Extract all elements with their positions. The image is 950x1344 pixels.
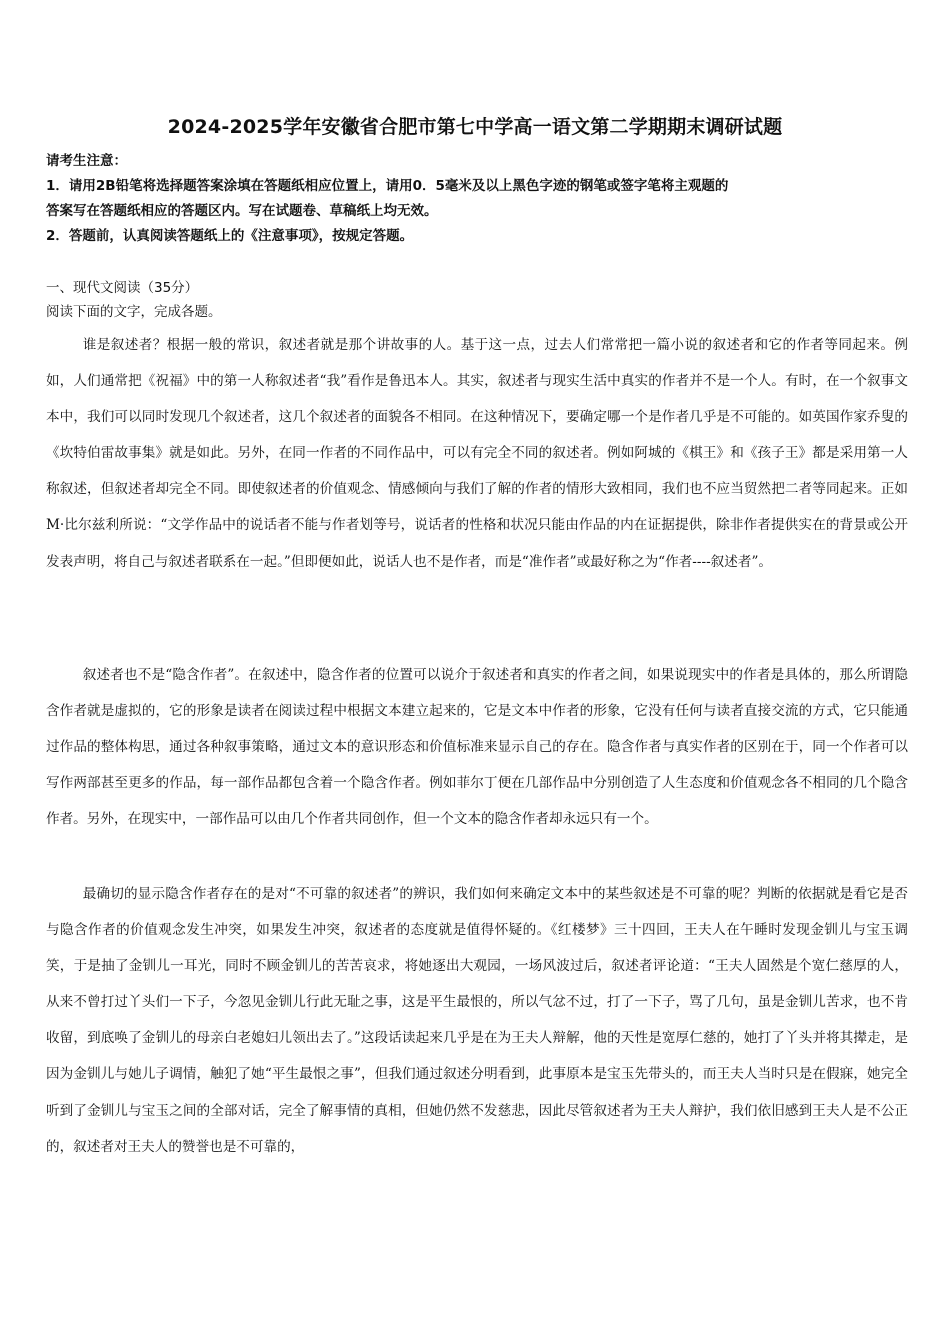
reading-instruction: 阅读下面的文字，完成各题。 (46, 304, 222, 320)
passage-paragraph-2: 叙述者也不是“隐含作者”。在叙述中，隐含作者的位置可以说介于叙述者和真实的作者之间，如果说现实中的作者是具体的，那么所谓隐含作者就是虚拟的，它的形象是读者在阅读过程中根据文本建立起来的，它是文本中作者的形象，它没有任何与读者直接交流的方式，它只能通过作品的整体构思，通过各种叙事策略，通过文本的意识形态和价值标准来显示自己的存在。隐含作者与真实作者的区别在于，同一个作者可以写作两部甚至更多的作品，每一部作品都包含着一个隐含作者。例如菲尔丁便在几部作品中分别创造了人生态度和价值观念各不相同的几个隐含作者。另外，在现实中，一部作品可以由几个作者共同创作，但一个文本的隐含作者却永远只有一个。 (46, 667, 908, 828)
exam-title: 2024-2025学年安徽省合肥市第七中学高一语文第二学期期末调研试题 (167, 116, 783, 138)
passage-paragraph-1: 谁是叙述者？根据一般的常识，叙述者就是那个讲故事的人。基于这一点，过去人们常常把一篇小说的叙述者和它的作者等同起来。例如，人们通常把《祝福》中的第一人称叙述者“我”看作是鲁迅本人。其实，叙述者与现实生活中真实的作者并不是一个人。有时，在一个叙事文本中，我们可以同时发现几个叙述者，这几个叙述者的面貌各不相同。在这种情况下，要确定哪一个是作者几乎是不可能的。如英国作家乔叟的《坎特伯雷故事集》就是如此。另外，在同一作者的不同作品中，可以有完全不同的叙述者。例如阿城的《棋王》和《孩子王》都是采用第一人称叙述，但叙述者却完全不同。即使叙述者的价值观念、情感倾向与我们了解的作者的情形大致相同，我们也不应当贸然把二者等同起来。正如M·比尔兹利所说：“文学作品中的说话者不能与作者划等号，说话者的性格和状况只能由作品的内在证据提供，除非作者提供实在的背景或公开发表声明，将自己与叙述者联系在一起。”但即便如此，说话人也不是作者，而是“准作者”或最好称之为“作者----叙述者”。 (46, 337, 908, 570)
passage-paragraph-3: 最确切的显示隐含作者存在的是对“不可靠的叙述者”的辨识，我们如何来确定文本中的某些叙述是不可靠的呢？判断的依据就是看它是否与隐含作者的价值观念发生冲突，如果发生冲突，叙述者的态度就是值得怀疑的。《红楼梦》三十四回，王夫人在午睡时发现金钏儿与宝玉调笑，于是抽了金钏儿一耳光，同时不顾金钏儿的苦苦哀求，将她逐出大观园，一场风波过后，叙述者评论道：“王夫人固然是个宽仁慈厚的人，从来不曾打过丫头们一下子，今忽见金钏儿行此无耻之事，这是平生最恨的，所以气忿不过，打了一下子，骂了几句，虽是金钏儿苦求，也不肯收留，到底唤了金钏儿的母亲白老媳妇儿领出去了。”这段话读起来几乎是在为王夫人辩解，他的天性是宽厚仁慈的，她打了丫头并将其撵走，是因为金钏儿与她儿子调情，触犯了她“平生最恨之事”，但我们通过叙述分明看到，此事原本是宝玉先带头的，而王夫人当时只是在假寐，她完全听到了金钏儿与宝玉之间的全部对话，完全了解事情的真相，但她仍然不发慈悲，因此尽管叙述者为王夫人辩护，我们依旧感到王夫人是不公正的，叙述者对王夫人的赞誉也是不可靠的， (46, 886, 908, 1155)
notice-item-1-line-1: 1．请用2B铅笔将选择题答案涂填在答题纸相应位置上，请用0．5毫米及以上黑色字迹的钢笔或签字笔将主观题的 (46, 178, 729, 194)
section-heading: 一、现代文阅读（35分） (46, 280, 199, 296)
notice-heading: 请考生注意： (46, 153, 127, 169)
notice-item-2: 2．答题前，认真阅读答题纸上的《注意事项》，按规定答题。 (46, 228, 414, 244)
notice-item-1-line-2: 答案写在答题纸相应的答题区内。写在试题卷、草稿纸上均无效。 (46, 203, 438, 219)
